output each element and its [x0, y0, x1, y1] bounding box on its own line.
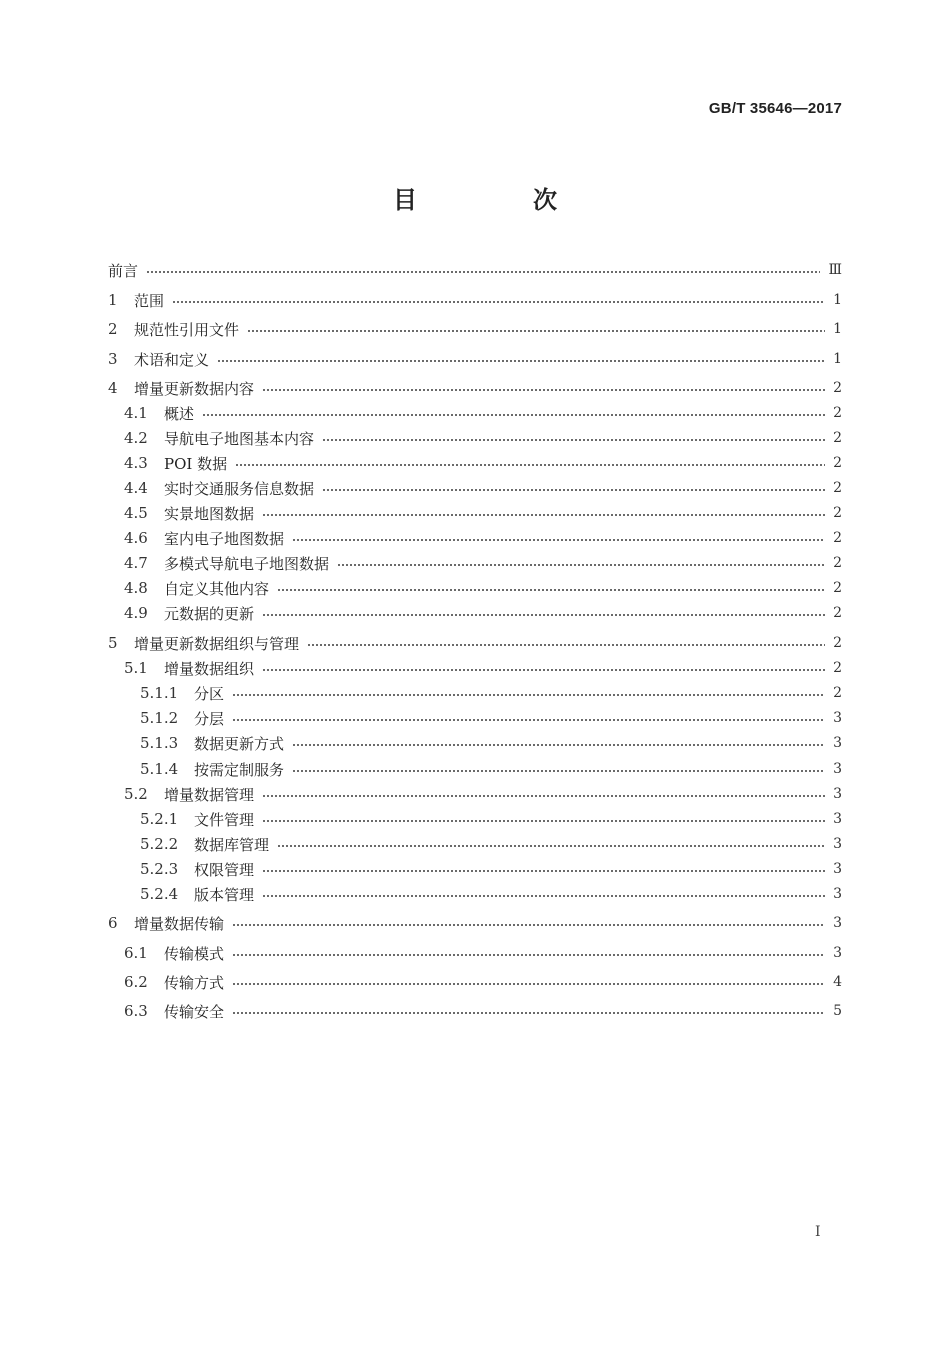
toc-entry[interactable] — [108, 316, 842, 342]
toc-entry-number: 5.1.2 — [140, 709, 179, 727]
toc-entry[interactable] — [108, 881, 842, 907]
toc-entry-label: 概述 — [164, 404, 195, 423]
toc-entry-number: 5.1 — [124, 659, 148, 677]
toc-entry-page: 2 — [833, 405, 842, 421]
dot-leader — [262, 820, 825, 822]
toc-entry-page: 3 — [833, 811, 842, 827]
dot-leader — [292, 539, 825, 541]
toc-entry-page: 2 — [833, 380, 842, 396]
toc-entry[interactable] — [108, 257, 842, 283]
toc-entry-page: 2 — [833, 660, 842, 676]
toc-entry-page: 2 — [833, 685, 842, 701]
toc-entry-number: 4 — [108, 379, 118, 397]
toc-entry-page: 3 — [833, 836, 842, 852]
toc-entry-label: 规范性引用文件 — [134, 320, 240, 339]
toc-entry-number: 5.2.3 — [140, 860, 179, 878]
dot-leader — [202, 414, 825, 416]
toc-entry-label: 传输安全 — [164, 1002, 225, 1021]
toc-entry[interactable] — [108, 525, 842, 551]
toc-entry-number: 6.1 — [124, 944, 148, 962]
toc-entry-page: 2 — [833, 430, 842, 446]
toc-entry[interactable] — [108, 730, 842, 756]
toc-entry-number: 2 — [108, 320, 118, 338]
dot-leader — [277, 589, 825, 591]
toc-entry-page: 3 — [833, 861, 842, 877]
toc-entry-number: 4.1 — [124, 404, 148, 422]
standard-code: GB/T 35646—2017 — [708, 100, 842, 117]
dot-leader — [262, 614, 825, 616]
toc-entry-page: 3 — [833, 945, 842, 961]
toc-entry[interactable] — [108, 500, 842, 526]
toc-entry-number: 3 — [108, 350, 118, 368]
toc-entry-number: 5.2.2 — [140, 835, 179, 853]
dot-leader — [232, 694, 825, 696]
toc-entry[interactable] — [108, 600, 842, 626]
toc-entry-page: Ⅲ — [828, 262, 842, 278]
toc-entry[interactable] — [108, 287, 842, 313]
toc-entry[interactable] — [108, 969, 842, 995]
toc-entry-label: 术语和定义 — [134, 350, 210, 369]
toc-entry-label: 按需定制服务 — [194, 760, 285, 779]
toc-entry-number: 1 — [108, 291, 118, 309]
toc-entry[interactable] — [108, 575, 842, 601]
toc-entry[interactable] — [108, 630, 842, 656]
toc-entry[interactable] — [108, 998, 842, 1024]
toc-entry-page: 2 — [833, 480, 842, 496]
toc-entry-page: 2 — [833, 505, 842, 521]
dot-leader — [322, 489, 825, 491]
toc-entry[interactable] — [108, 400, 842, 426]
toc-entry-label: 版本管理 — [194, 885, 255, 904]
toc-entry[interactable] — [108, 705, 842, 731]
toc-entry-page: 1 — [833, 321, 842, 337]
toc-entry-label: 文件管理 — [194, 810, 255, 829]
toc-entry-label: 室内电子地图数据 — [164, 529, 285, 548]
dot-leader — [232, 719, 825, 721]
toc-entry-number: 5.2 — [124, 785, 148, 803]
toc-entry-number: 5 — [108, 634, 118, 652]
toc-entry-page: 3 — [833, 735, 842, 751]
dot-leader — [307, 644, 825, 646]
dot-leader — [232, 954, 825, 956]
toc-entry[interactable] — [108, 910, 842, 936]
dot-leader — [172, 301, 825, 303]
toc-entry-page: 5 — [833, 1003, 842, 1019]
toc-entry[interactable] — [108, 346, 842, 372]
toc-entry-page: 2 — [833, 555, 842, 571]
toc-entry[interactable] — [108, 831, 842, 857]
dot-leader — [292, 770, 825, 772]
dot-leader — [247, 330, 825, 332]
dot-leader — [262, 389, 825, 391]
toc-entry-number: 5.1.4 — [140, 760, 179, 778]
dot-leader — [292, 744, 825, 746]
toc-entry-page: 3 — [833, 710, 842, 726]
toc-entry-number: 4.7 — [124, 554, 148, 572]
toc-entry-label: 权限管理 — [194, 860, 255, 879]
toc-entry-number: 5.1.1 — [140, 684, 179, 702]
toc-entry-page: 2 — [833, 455, 842, 471]
toc-entry-page: 3 — [833, 886, 842, 902]
toc-entry-page: 2 — [833, 635, 842, 651]
toc-entry-number: 4.6 — [124, 529, 148, 547]
page-title: 目 次 — [393, 186, 603, 214]
toc-entry[interactable] — [108, 425, 842, 451]
page-number: I — [815, 1224, 821, 1240]
toc-entry-page: 1 — [833, 292, 842, 308]
dot-leader — [262, 795, 825, 797]
toc-entry-label: 传输方式 — [164, 973, 225, 992]
toc-entry-label: 前言 — [108, 261, 139, 280]
toc-entry-page: 3 — [833, 786, 842, 802]
toc-entry-number: 6 — [108, 914, 118, 932]
toc-entry[interactable] — [108, 550, 842, 576]
toc-entry-label: 增量数据传输 — [134, 914, 225, 933]
toc-entry[interactable] — [108, 781, 842, 807]
dot-leader — [262, 870, 825, 872]
dot-leader — [277, 845, 825, 847]
toc-entry-number: 4.5 — [124, 504, 148, 522]
toc-entry-label: 实时交通服务信息数据 — [164, 479, 315, 498]
dot-leader — [262, 669, 825, 671]
toc-entry[interactable] — [108, 450, 842, 476]
dot-leader — [337, 564, 825, 566]
toc-entry-page: 3 — [833, 761, 842, 777]
toc-entry-number: 4.9 — [124, 604, 148, 622]
toc-entry-label: 多模式导航电子地图数据 — [164, 554, 330, 573]
dot-leader — [322, 439, 825, 441]
dot-leader — [235, 464, 825, 466]
toc-entry-label: 增量更新数据内容 — [134, 379, 255, 398]
toc-entry[interactable] — [108, 856, 842, 882]
toc-entry[interactable] — [108, 375, 842, 401]
toc-entry[interactable] — [108, 475, 842, 501]
toc-entry[interactable] — [108, 655, 842, 681]
toc-entry-label: 增量数据管理 — [164, 785, 255, 804]
toc-entry-label: 元数据的更新 — [164, 604, 255, 623]
toc-entry-page: 1 — [833, 351, 842, 367]
toc-entry-number: 5.1.3 — [140, 734, 179, 752]
toc-entry[interactable] — [108, 806, 842, 832]
toc-entry-number: 6.2 — [124, 973, 148, 991]
toc-entry-page: 4 — [833, 974, 842, 990]
dot-leader — [262, 895, 825, 897]
toc-entry-label: 增量更新数据组织与管理 — [134, 634, 300, 653]
toc-entry-number: 5.2.1 — [140, 810, 179, 828]
dot-leader — [217, 360, 825, 362]
toc-entry-label: 导航电子地图基本内容 — [164, 429, 315, 448]
toc-entry-label: 数据更新方式 — [194, 734, 285, 753]
toc-entry-number: 4.3 — [124, 454, 148, 472]
toc-entry-page: 3 — [833, 915, 842, 931]
toc-entry[interactable] — [108, 756, 842, 782]
toc-entry-label: 实景地图数据 — [164, 504, 255, 523]
toc-entry-number: 4.8 — [124, 579, 148, 597]
dot-leader — [232, 1012, 825, 1014]
toc-entry-label: 分区 — [194, 684, 225, 703]
toc-entry-number: 4.2 — [124, 429, 148, 447]
toc-entry-number: 4.4 — [124, 479, 148, 497]
toc-entry-page: 2 — [833, 530, 842, 546]
toc-entry[interactable] — [108, 680, 842, 706]
dot-leader — [232, 924, 825, 926]
toc-entry-label: 分层 — [194, 709, 225, 728]
toc-entry-number: 6.3 — [124, 1002, 148, 1020]
toc-entry-label: 范围 — [134, 291, 165, 310]
toc-entry[interactable] — [108, 940, 842, 966]
toc-entry-label: POI 数据 — [164, 454, 228, 473]
toc-entry-page: 2 — [833, 580, 842, 596]
toc-entry-label: 增量数据组织 — [164, 659, 255, 678]
toc-entry-page: 2 — [833, 605, 842, 621]
toc-entry-number: 5.2.4 — [140, 885, 179, 903]
dot-leader — [232, 983, 825, 985]
toc-entry-label: 自定义其他内容 — [164, 579, 270, 598]
dot-leader — [262, 514, 825, 516]
toc-entry-label: 传输模式 — [164, 944, 225, 963]
dot-leader — [146, 271, 820, 273]
toc-entry-label: 数据库管理 — [194, 835, 270, 854]
